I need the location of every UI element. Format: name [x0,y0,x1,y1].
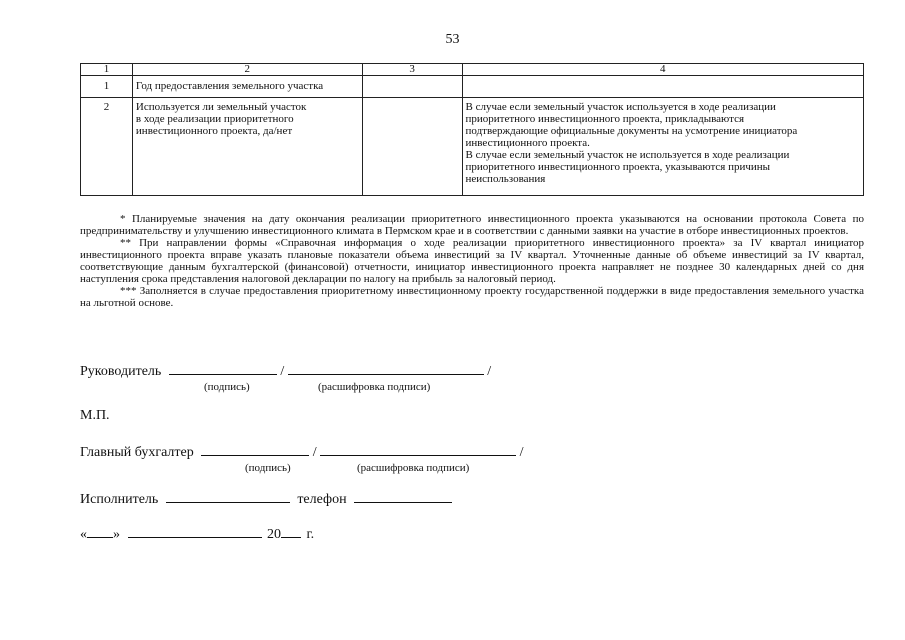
year-suffix: г. [306,527,315,542]
executor-label: Исполнитель [80,492,159,507]
cell-text-line: Год предоставления земельного участка [135,80,324,92]
row-indicator-name [132,76,362,98]
day-blank[interactable] [87,525,113,538]
year-prefix: 20 [267,527,281,542]
accountant-decoding-caption: (расшифровка подписи) [357,462,470,474]
cell-text-line: инвестиционного проекта, да/нет [135,125,293,137]
slash: / [312,445,317,460]
executor-blank[interactable] [166,490,290,503]
land-plot-table [80,63,864,196]
head-signature-caption: (подпись) [204,381,250,393]
column-header-1: 1 [81,64,133,76]
slash: / [519,445,524,460]
accountant-decoding-blank[interactable] [320,443,516,456]
head-decoding-caption: (расшифровка подписи) [318,381,431,393]
date-close-quote: » [113,527,120,542]
phone-blank[interactable] [354,490,452,503]
page-number: 53 [445,32,460,47]
footnote-1: * Планируемые значения на дату окончания реализации приоритетного инвестиционного проекта указываются на основании протокола Совета по предпринимательству и улучшению инвестиционного климата в Пермском крае и в соответствии с данными заявки на участие в отборе инвестиционных проектов. [80,213,864,237]
accountant-signature-caption: (подпись) [245,462,291,474]
cell-text-line: в ходе реализации приоритетного [135,113,294,125]
head-decoding-blank[interactable] [288,362,484,375]
cell-text-line: инвестиционного проекта. [465,137,590,149]
table-row [81,76,864,98]
column-header-3: 3 [362,64,462,76]
cell-text-line: приоритетного инвестиционного проекта, указываются причины [465,161,771,173]
cell-text-line: Используется ли земельный участок [135,101,307,113]
slash: / [280,364,285,379]
cell-text-line: подтверждающие официальные документы на усмотрение инициатора [465,125,798,137]
table-row [81,98,864,196]
footnotes [80,213,864,309]
year-blank[interactable] [281,525,301,538]
head-signature-line [80,362,491,380]
table-header-row [81,64,864,76]
row-note-cell [462,98,863,196]
row-value-cell [362,98,462,196]
column-header-4: 4 [462,64,863,76]
seal-label: М.П. [80,408,110,423]
slash: / [487,364,492,379]
row-value-cell [362,76,462,98]
executor-line [80,490,452,508]
date-open-quote: « [80,527,87,542]
head-signature-blank[interactable] [169,362,277,375]
footnote-2: ** При направлении формы «Справочная информация о ходе реализации приоритетного инвестиционного проекта» за IV квартал инициатор инвестиционного проекта вправе указать плановые показатели объема инвестиций за IV квартал. Уточненные данные об объеме инвестиций за IV квартал, соответствующие данным бухгалтерской (финансовой) отчетности, инициатор инвестиционного проекта направляет не позднее 30 календарных дней со дня наступления срока представления налоговой декларации по налогу на прибыль за налоговый период. [80,237,864,285]
head-label: Руководитель [80,364,162,379]
cell-text-line: В случае если земельный участок используется в ходе реализации [465,101,776,113]
month-blank[interactable] [128,525,262,538]
column-header-2: 2 [132,64,362,76]
accountant-signature-blank[interactable] [201,443,309,456]
phone-label: телефон [297,492,347,507]
row-number: 1 [81,76,133,98]
cell-text-line: неиспользования [465,173,546,185]
row-number: 2 [81,98,133,196]
row-note-cell [462,76,863,98]
accountant-signature-line [80,443,524,461]
row-indicator-name [132,98,362,196]
cell-text-line: приоритетного инвестиционного проекта, прикладываются [465,113,745,125]
accountant-label: Главный бухгалтер [80,445,194,460]
cell-text-line: В случае если земельный участок не используется в ходе реализации [465,149,790,161]
date-line [80,525,314,543]
footnote-3: *** Заполняется в случае предоставления приоритетному инвестиционному проекту государственной поддержки в виде предоставления земельного участка на льготной основе. [80,285,864,309]
